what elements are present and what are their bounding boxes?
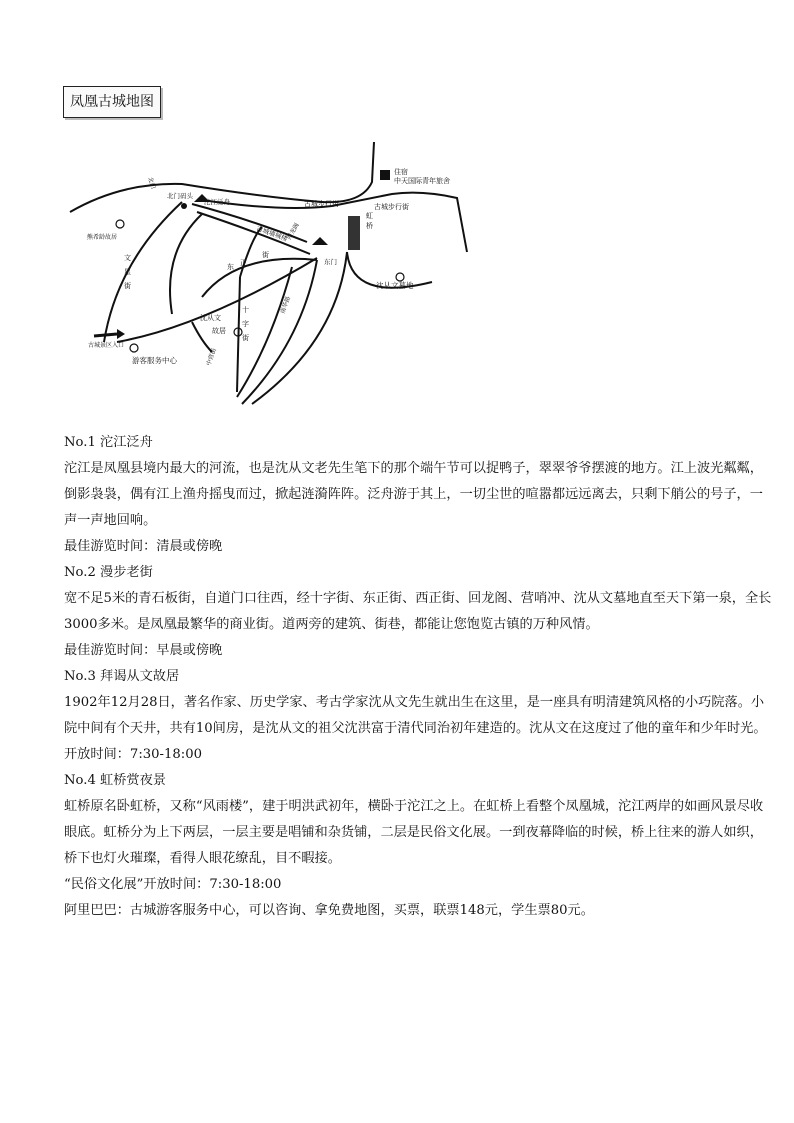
map-label-north-gate: 北门码头 — [167, 192, 193, 200]
map-label-shizi-3: 街 — [242, 334, 249, 342]
section-4-note: “民俗文化展”开放时间：7:30-18:00 — [64, 877, 282, 892]
map-label-street-left: 古城步行街 — [304, 200, 339, 208]
map-label-shenfu-1: 沈从文 — [200, 314, 221, 322]
map-label-shenfu-2: 故居 — [212, 327, 226, 335]
map-label-shizi-1: 十 — [242, 306, 249, 314]
map-label-bridge-1: 虹 — [366, 212, 373, 220]
section-1-body: 沱江是凤凰县境内最大的河流，也是沈从文老先生笔下的那个端午节可以捉鸭子，翠翠爷爷摆渡的地方。江上波光粼粼，倒影袅袅，偶有江上渔舟摇曳而过，掀起涟漪阵阵。泛舟游于其上，一切尘世的喧嚣都远远离去，只剩下艄公的号子，一声一声地回响。 — [64, 461, 763, 528]
map-label-road-top: 回龙阁 — [285, 221, 301, 241]
map-label-street-right: 古城步行街 — [374, 203, 409, 211]
map-label-wall: 古城墙城楼 — [255, 224, 289, 243]
map-label-shizi-2: 字 — [242, 320, 249, 328]
map-label-hotel: 住宿 — [394, 168, 408, 176]
map-label-entrance: 古城景区入口 — [88, 342, 125, 349]
map-label-zhongying: 中营街 — [205, 347, 219, 367]
map-label-dongmen: 东门 — [324, 258, 337, 266]
section-4-body: 虹桥原名卧虹桥，又称“风雨楼”，建于明洪武初年，横卧于沱江之上。在虹桥上看整个凤凰城，沱江两岸的如画风景尽收眼底。虹桥分为上下两层，一层主要是唱铺和杂货铺，二层是民俗文化展。一到夜幕降临的时候，桥上往来的游人如织，桥下也灯火璀璨，看得人眼花缭乱，目不暇接。 — [64, 799, 764, 866]
guide-content — [64, 430, 772, 924]
map-label-nanhua: 南华路 — [279, 295, 293, 315]
map-label-grave: 沈从文墓地 — [376, 281, 414, 290]
map-label-upper-left: 北门 — [146, 176, 157, 190]
map-label-wenxing-2: 星 — [124, 268, 131, 276]
map-label-wenxing-3: 街 — [124, 282, 131, 290]
section-1-note: 最佳游览时间：清晨或傍晚 — [64, 539, 223, 554]
section-3-heading: No.3 拜谒从文故居 — [64, 669, 180, 684]
map-label-tuojiang: 沱江泛舟 — [204, 198, 230, 206]
map-label-dongzheng-1: 东 — [227, 263, 234, 271]
map-label-hotel-name: 中天国际青年旅舍 — [394, 177, 450, 185]
map-label-dongzheng-2: 正 — [240, 259, 247, 267]
section-3-note: 开放时间：7:30-18:00 — [64, 747, 203, 762]
section-2-body: 宽不足5米的青石板街，自道门口往西，经十字街、东正街、西正街、回龙阁、营哨冲、沈从文墓地直至天下第一泉，全长3000多米。是凤凰最繁华的商业街。道两旁的建筑、街巷，都能让您饱览古镇的万种风情。 — [64, 591, 772, 632]
section-2-note: 最佳游览时间：早晨或傍晚 — [64, 643, 223, 658]
section-2-heading: No.2 漫步老街 — [64, 565, 153, 580]
map-label-inn: 熊希龄故居 — [87, 234, 118, 241]
ancient-city-map — [62, 142, 478, 408]
map-label-visitor: 游客服务中心 — [132, 356, 177, 365]
map-label-bridge-2: 桥 — [366, 222, 373, 230]
map-title: 凤凰古城地图 — [63, 86, 161, 118]
section-3-body: 1902年12月28日，著名作家、历史学家、考古学家沈从文先生就出生在这里，是一座具有明清建筑风格的小巧院落。小院中间有个天井，共有10间房，是沈从文的祖父沈洪富于清代同治初年建造的。沈从文在这度过了他的童年和少年时光。 — [64, 695, 767, 736]
section-4-heading: No.4 虹桥赏夜景 — [64, 773, 166, 788]
map-label-wenxing-1: 文 — [124, 254, 131, 262]
footer-note: 阿里巴巴：古城游客服务中心，可以咨询、拿免费地图，买票，联票148元，学生票80元。 — [64, 903, 594, 918]
map-label-dongzheng-3: 街 — [262, 251, 269, 259]
section-1-heading: No.1 沱江泛舟 — [64, 435, 153, 450]
